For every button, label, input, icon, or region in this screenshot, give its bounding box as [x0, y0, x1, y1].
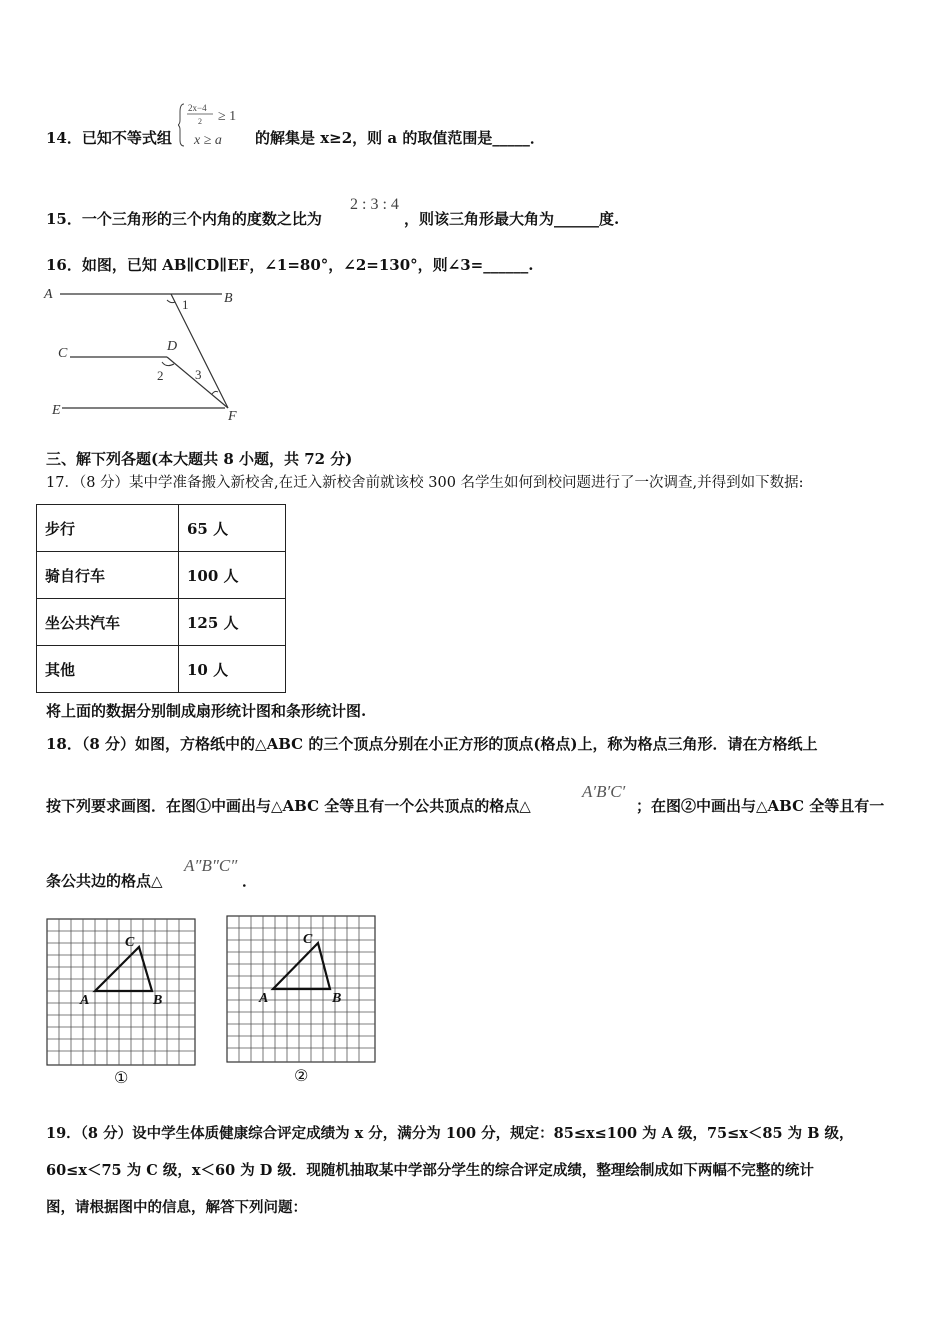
table-cell-mode: 步行 — [37, 505, 179, 552]
q18-grid-figure-1 — [46, 918, 196, 1068]
grid1-label-B: B — [153, 993, 163, 1008]
q18-line3-a: 条公共边的格点△ — [46, 872, 163, 890]
q16-parallel-lines-figure — [40, 282, 255, 427]
q17-intro: 17．（8 分）某中学准备搬入新校舍,在迁入新校舍前就该校 300 名学生如何到校问题进行了一次调查,并得到如下数据: — [46, 475, 804, 491]
q17-data-table — [36, 504, 286, 693]
q14-line2: x ≥ a — [194, 133, 222, 148]
table-cell-mode: 其他 — [37, 646, 179, 693]
table-cell-mode: 骑自行车 — [37, 552, 179, 599]
q18-tri2: A″B″C″ — [184, 856, 238, 875]
triangle-abc — [95, 947, 152, 991]
q15-ratio: 2 : 3 : 4 — [350, 196, 399, 213]
grid1-label-A: A — [80, 993, 90, 1008]
q14-rhs: ≥ 1 — [218, 109, 237, 124]
q18-tri1: A′B′C′ — [582, 782, 626, 801]
q18-line3-b: ． — [242, 872, 258, 890]
q17-task: 将上面的数据分别制成扇形统计图和条形统计图. — [46, 702, 367, 720]
grid2-label-B: B — [332, 991, 342, 1006]
q18-line2-a: 按下列要求画图．在图①中画出与△ABC 全等且有一个公共顶点的格点△ — [46, 797, 531, 815]
q18-grid-figure-2 — [226, 915, 376, 1065]
triangle-abc — [273, 943, 330, 989]
q18-line1: 18．（8 分）如图，方格纸中的△ABC 的三个顶点分别在小正方形的顶点(格点)上，称为格点三角形．请在方格纸上 — [46, 735, 818, 753]
table-cell-count: 10 人 — [179, 646, 286, 693]
table-row — [37, 552, 286, 599]
table-cell-count: 100 人 — [179, 552, 286, 599]
grid1-label-C: C — [125, 935, 135, 950]
table-cell-count: 65 人 — [179, 505, 286, 552]
q15-text-before: 15．一个三角形的三个内角的度数之比为 — [46, 210, 322, 228]
q16-label-B: B — [224, 291, 233, 306]
q16-text: 16．如图，已知 AB∥CD∥EF，∠1=80°，∠2=130°，则∠3=______. — [46, 256, 534, 274]
q18-line2-b: ；在图②中画出与△ABC 全等且有一 — [636, 797, 885, 815]
q16-label-A: A — [44, 287, 53, 302]
table-cell-mode: 坐公共汽车 — [37, 599, 179, 646]
q14-text-before: 14．已知不等式组 — [46, 129, 172, 147]
q16-angle-3: 3 — [195, 367, 202, 382]
grid2-label-A: A — [259, 991, 269, 1006]
table-row — [37, 505, 286, 552]
q18-fig2-label: ② — [294, 1066, 309, 1085]
q19-line2: 60≤x＜75 为 C 级，x＜60 为 D 级．现随机抽取某中学部分学生的综合评定成绩，整理绘制成如下两幅不完整的统计 — [46, 1162, 814, 1179]
q16-label-C: C — [58, 346, 68, 361]
q14-inequality-system — [178, 100, 256, 150]
q19-line3: 图，请根据图中的信息，解答下列问题： — [46, 1199, 307, 1216]
q16-angle-1: 1 — [182, 297, 189, 312]
q14-frac-num: 2x−4 — [188, 103, 207, 113]
q16-label-E: E — [52, 403, 61, 418]
q14-text-after: 的解集是 x≥2，则 a 的取值范围是_____． — [255, 129, 545, 147]
grid2-label-C: C — [303, 932, 313, 947]
q16-label-D: D — [167, 339, 178, 354]
table-row — [37, 599, 286, 646]
q16-angle-2: 2 — [157, 368, 164, 383]
table-cell-count: 125 人 — [179, 599, 286, 646]
q15-text-after: ，则该三角形最大角为______度. — [404, 210, 620, 228]
q19-line1: 19．（8 分）设中学生体质健康综合评定成绩为 x 分，满分为 100 分，规定：85≤x≤100 为 A 级，75≤x＜85 为 B 级， — [46, 1125, 854, 1142]
q18-fig1-label: ① — [114, 1068, 129, 1087]
section3-title: 三、解下列各题(本大题共 8 小题，共 72 分) — [46, 450, 353, 468]
q14-frac-den: 2 — [198, 117, 202, 126]
table-row — [37, 646, 286, 693]
q16-label-F: F — [228, 409, 237, 424]
